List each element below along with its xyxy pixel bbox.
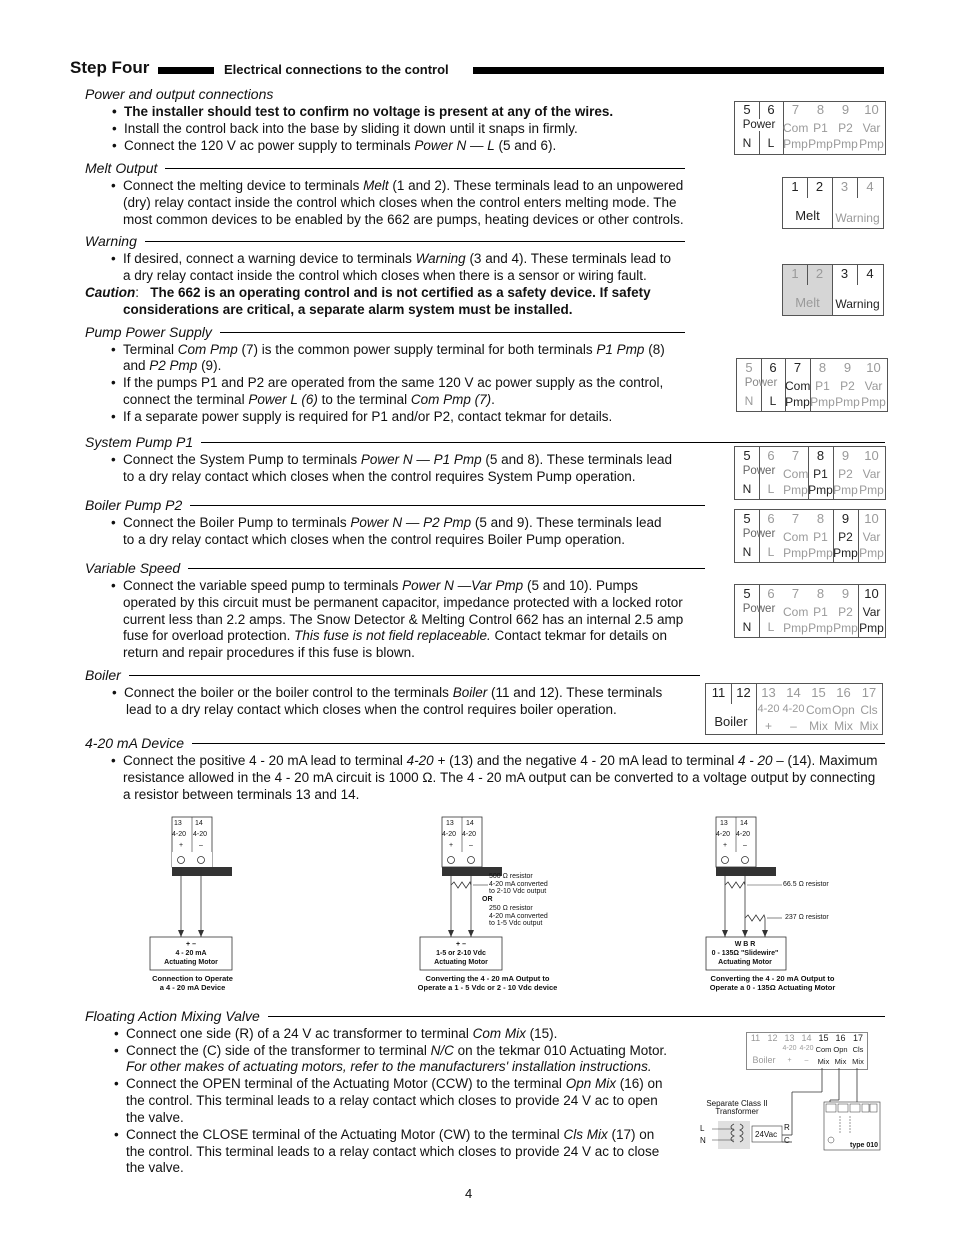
bullet-text: • Connect the CLOSE terminal of the Actuating Motor (CW) to the terminal Cls Mix (17) on	[114, 1127, 655, 1142]
diagram-label: 4-20	[736, 831, 751, 838]
bullet-text: • Connect one side (R) of a 24 V ac transformer to terminal Com Mix (15).	[114, 1026, 558, 1041]
bullet-text: • Connect the System Pump to terminals Power N — P1 Pmp (5 and 8). These terminals lead	[111, 452, 673, 467]
diagram-label: +	[449, 842, 454, 849]
diagram-label: 4-20	[716, 831, 731, 838]
terminal-block-warning: 1 2 3 4 Melt Warning	[782, 264, 884, 316]
diagram-label: 14	[195, 820, 203, 827]
diagram-caption: Converting the 4 - 20 mA Output to Operate a 1 - 5 Vdc or 2 - 10 Vdc device	[417, 974, 558, 992]
body-text: the control. This terminal leads to a relay contact which closes to provide 24 V ac to close	[126, 1144, 660, 1159]
body-text: to a dry relay contact which closes when the control requires Boiler Pump operation.	[123, 532, 626, 547]
resistor-note: 500 Ω resistor 4-20 mA converted to 2-10 Vdc output	[489, 873, 548, 895]
caution-text: Caution: The 662 is an operating control and is not certified as a safety device. If safety	[85, 285, 651, 300]
diagram-label: +	[723, 842, 728, 849]
diagram-label: 13	[174, 820, 182, 827]
section-heading-boiler-pump: Boiler Pump P2	[85, 497, 705, 513]
resistor-note: 237 Ω resistor	[785, 914, 829, 921]
body-text: a dry relay contact inside the control which closes when there is a sensor or wiring fault.	[123, 268, 647, 283]
resistor-note: OR	[482, 896, 493, 903]
bullet-text: • Connect the (C) side of the transformer to terminal N/C on the tekmar 010 Actuating Motor.	[114, 1043, 668, 1058]
body-text: the valve.	[126, 1160, 184, 1175]
header-rule	[473, 67, 884, 74]
bullet-text: • If desired, connect a warning device to terminals Warning (3 and 4). These terminals lead to	[111, 251, 672, 266]
bullet-text: • Connect the OPEN terminal of the Actuating Motor (CCW) to the terminal Opn Mix (16) on	[114, 1076, 663, 1091]
terminal-block-p2: 5 6 7 8 9 10 Power N L Com Pmp P1 Pmp P2 Pmp Var Pmp	[734, 509, 886, 563]
bullet-text: • Terminal Com Pmp (7) is the common power supply terminal for both terminals P1 Pmp (8)	[111, 342, 665, 357]
caution-text: considerations are critical, a separate alarm system must be installed.	[123, 302, 573, 317]
transformer-label: Separate Class II Transformer	[706, 1099, 768, 1116]
diagram-label: L	[700, 1124, 705, 1133]
bullet-text: • Install the control back into the base by sliding it down until it snaps in firmly.	[112, 121, 578, 136]
section-heading-variable-speed: Variable Speed	[85, 560, 705, 576]
diagram-label: 14	[466, 820, 474, 827]
bullet-text: • Connect the Boiler Pump to terminals Power N — P2 Pmp (5 and 9). These terminals lead	[111, 515, 662, 530]
diagram-caption: Connection to Operate a 4 - 20 mA Device	[152, 974, 233, 992]
bullet-text: • If the pumps P1 and P2 are operated from the same 120 V ac power supply as the control,	[111, 375, 664, 390]
body-text: most common devices to be enabled by the 662 are pumps, heating devices or other controls.	[123, 212, 684, 227]
body-text: the control. This terminal leads to a relay contact which closes to provide 24 V ac to open	[126, 1093, 658, 1108]
section-heading-ma: 4-20 mA Device	[85, 735, 885, 751]
body-text: (dry) relay contact inside the control which closes when the control enters melting mode. The	[123, 195, 677, 210]
section-heading-power: Power and output connections	[85, 86, 274, 102]
terminal-block-p1: 5 6 7 8 9 10 Power N L Com Pmp P1 Pmp P2 Pmp Var Pmp	[734, 446, 886, 500]
bullet-text: • Connect the positive 4 - 20 mA lead to terminal 4-20 + (13) and the negative 4 - 20 mA lead to terminal 4 - 20 – (14). Maximum	[111, 753, 878, 768]
section-heading-pump-power: Pump Power Supply	[85, 324, 685, 340]
diagram-label: 14	[740, 820, 748, 827]
bullet-text: • Connect the boiler or the boiler control to the terminals Boiler (11 and 12). These terminals	[112, 685, 663, 700]
diagram-label: 4-20	[172, 831, 187, 838]
diagram-label: 13	[720, 820, 728, 827]
body-text: fuse for overload protection. This fuse is not field replaceable. Contact tekmar for details on	[123, 628, 668, 643]
diagram-label: 4-20	[442, 831, 457, 838]
terminal-block-pump-power: 5 6 7 8 9 10 Power N L Com Pmp P1 Pmp P2 Pmp Var Pmp	[736, 358, 888, 412]
diagram-label: –	[469, 842, 473, 849]
page-number: 4	[465, 1186, 473, 1201]
diagram-box-text: + – 4 - 20 mA Actuating Motor	[164, 941, 218, 966]
diagram-box-text: + – 1-5 or 2-10 Vdc Actuating Motor	[434, 941, 488, 966]
body-text: operated by this circuit must be permanent capacitor, impedance protected with a locked rotor	[123, 595, 683, 610]
terminal-block-mix: 11 12 13 14 15 16 17 Boiler 4-20 + 4-20 – Com Mix Opn Mix Cls Mix	[746, 1032, 868, 1070]
section-heading-boiler: Boiler	[85, 667, 700, 683]
diagram-label: –	[743, 842, 747, 849]
bullet-text: • Connect the 120 V ac power supply to terminals Power N — L (5 and 6).	[112, 138, 557, 153]
body-text: the valve.	[126, 1110, 184, 1125]
body-text: lead to a dry relay contact which closes when the control requires boiler operation.	[126, 702, 617, 717]
step-title: Step Four	[70, 58, 150, 77]
bullet-text: • Connect the melting device to terminals Melt (1 and 2). These terminals lead to an unpowered	[111, 178, 684, 193]
bullet-text: • Connect the variable speed pump to terminals Power N —Var Pmp (5 and 10). Pumps	[111, 578, 639, 593]
section-heading-melt: Melt Output	[85, 160, 685, 176]
terminal-block-boiler: 11 12 13 14 15 16 17 Boiler 4-20 + 4-20 – Com Mix Opn Mix Cls Mix	[705, 683, 883, 735]
body-text: resistance allowed in the 4 - 20 mA circuit is 1000 Ω. The 4 - 20 mA output can be converted to a voltage output by connecting	[123, 770, 876, 785]
section-heading-warning: Warning	[85, 233, 685, 249]
diagram-label: N	[700, 1136, 706, 1145]
diagram-label: –	[199, 842, 203, 849]
diagram-label: 4-20	[462, 831, 477, 838]
header-rule	[158, 67, 214, 74]
body-text: connect the terminal Power L (6) to the terminal Com Pmp (7).	[123, 392, 495, 407]
diagram-label: +	[179, 842, 184, 849]
terminal-block-melt: 1 2 3 4 Melt Warning	[782, 177, 884, 229]
diagram-slidewire	[684, 812, 844, 997]
diagram-label: type 010	[850, 1142, 879, 1149]
step-subtitle: Electrical connections to the control	[224, 62, 449, 77]
terminal-block-var: 5 6 7 8 9 10 Power N L Com Pmp P1 Pmp P2 Pmp Var Pmp	[734, 584, 886, 638]
body-text: For other makes of actuating motors, refer to the manufacturers' installation instructions.	[126, 1059, 652, 1074]
diagram-label: 24Vac	[755, 1130, 778, 1139]
body-text: a resistor between terminals 13 and 14.	[123, 787, 360, 802]
bullet-text: • If a separate power supply is required for P1 and/or P2, contact tekmar for details.	[111, 409, 613, 424]
diagram-caption: Converting the 4 - 20 mA Output to Operate a 0 - 135Ω Actuating Motor	[709, 974, 836, 992]
section-heading-system-pump: System Pump P1	[85, 434, 885, 450]
resistor-note: 250 Ω resistor 4-20 mA converted to 1-5 Vdc output	[489, 905, 548, 927]
diagram-4-20ma-device	[140, 812, 270, 997]
diagram-label: R	[784, 1123, 790, 1132]
body-text: return and repair procedures if this fuse is blown.	[123, 645, 415, 660]
diagram-box-text: W B R 0 - 135Ω "Slidewire" Actuating Motor	[711, 941, 779, 966]
body-text: and P2 Pmp (9).	[123, 358, 222, 373]
diagram-label: C	[784, 1136, 790, 1145]
section-heading-floating: Floating Action Mixing Valve	[85, 1008, 885, 1024]
diagram-label: 4-20	[193, 831, 208, 838]
body-text: to a dry relay contact which closes when the control requires System Pump operation.	[123, 469, 636, 484]
diagram-label: 13	[446, 820, 454, 827]
resistor-note: 66.5 Ω resistor	[783, 881, 829, 888]
body-text: current less than 2.2 amps. The Snow Detector & Melting Control 662 has an internal 2.5 amp	[123, 612, 684, 627]
bullet-text: • The installer should test to confirm no voltage is present at any of the wires.	[112, 104, 614, 119]
terminal-block-power: 5 6 7 8 9 10 Power N L Com Pmp P1 Pmp P2 Pmp Var Pmp	[734, 101, 886, 155]
